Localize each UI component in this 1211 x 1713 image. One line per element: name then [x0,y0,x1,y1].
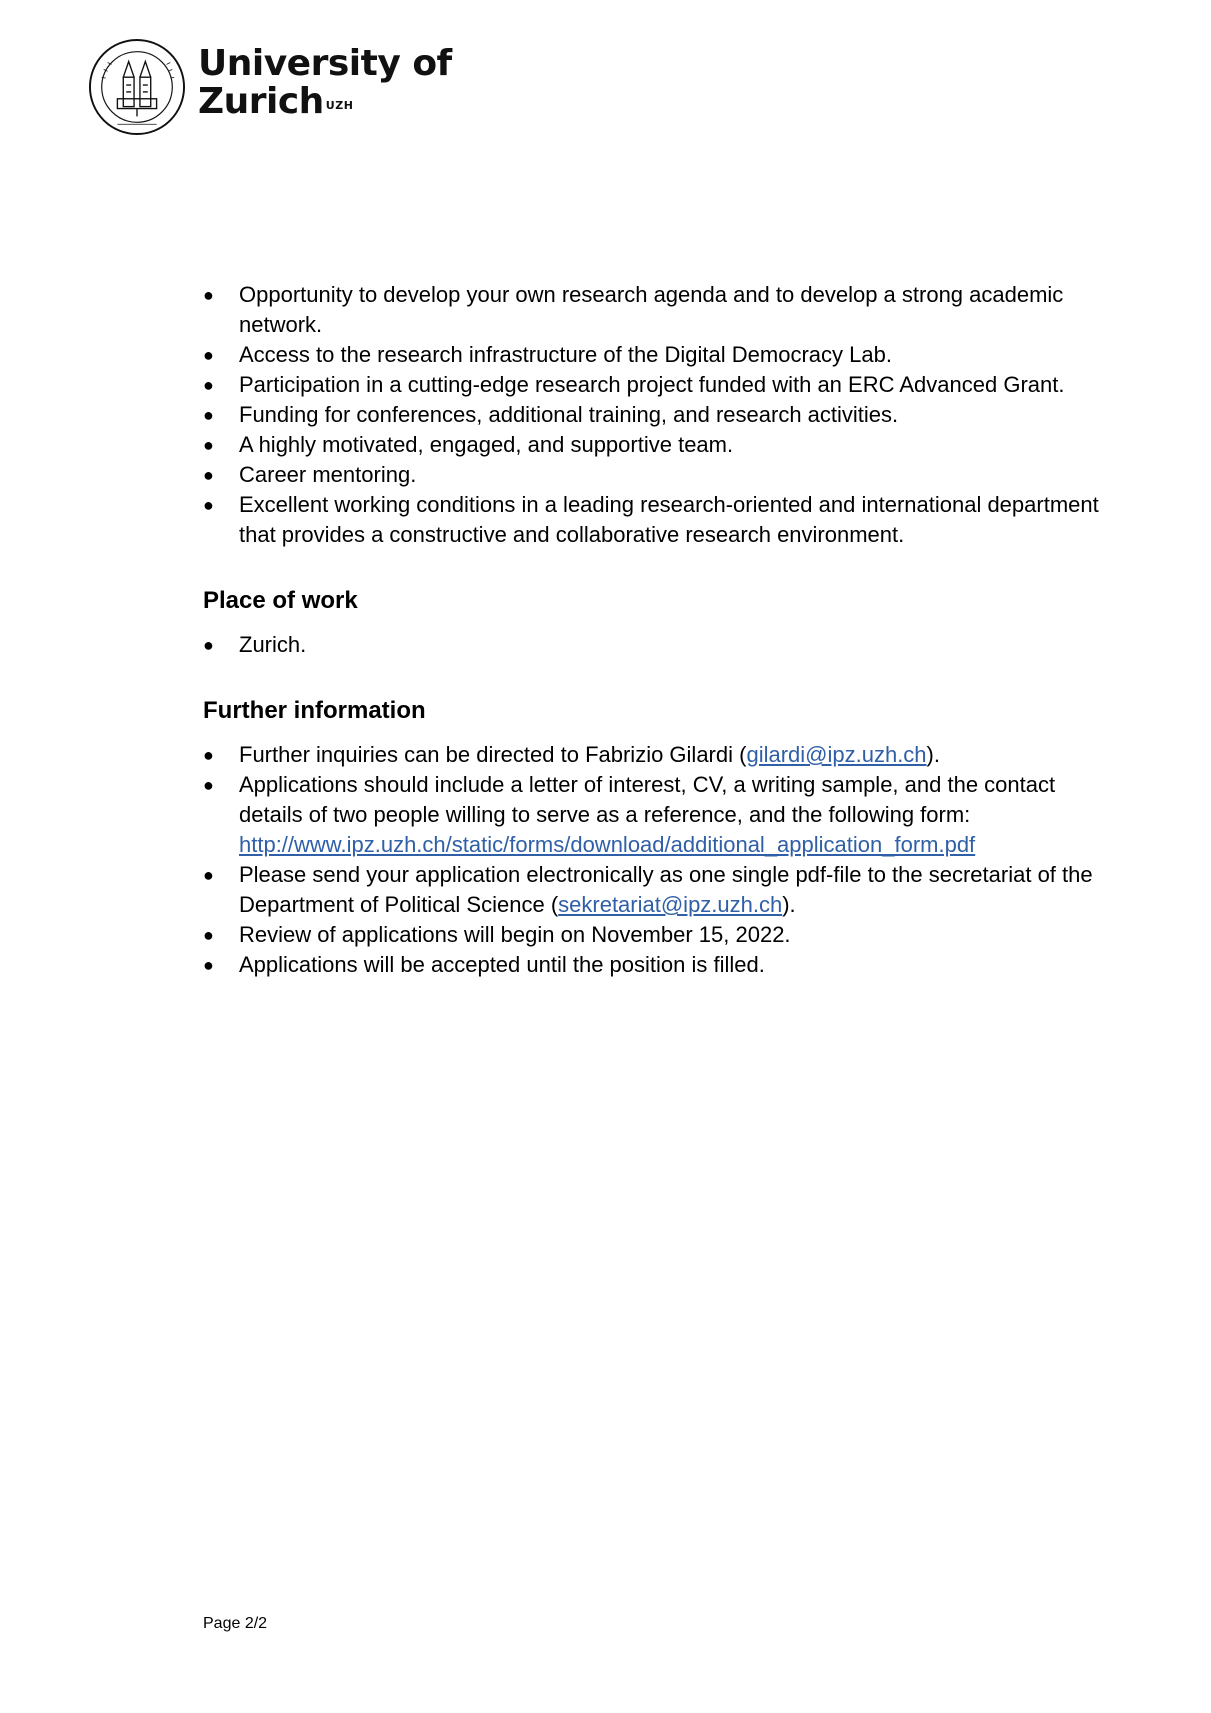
list-item-text: Access to the research infrastructure of the Digital Democracy Lab. [239,342,892,367]
bullet-icon: ● [203,285,214,305]
bullet-icon: ● [203,495,214,515]
secretariat-email-link[interactable]: sekretariat@ipz.uzh.ch [558,892,783,917]
send-suffix: ). [782,892,796,917]
list-item-text: Participation in a cutting-edge research project funded with an ERC Advanced Grant. [239,372,1065,397]
benefits-list [203,280,1123,550]
list-item [203,860,1123,920]
bullet-icon: ● [203,375,214,395]
list-item [203,460,1123,490]
list-item [203,370,1123,400]
list-item-text: Career mentoring. [239,462,417,487]
bullet-icon: ● [203,435,214,455]
bullet-icon: ● [203,925,214,945]
bullet-icon: ● [203,465,214,485]
send-text: Please send your application electronically as one single pdf-file to the secretariat of the Department of Political Science ( [239,862,1093,917]
bullet-icon: ● [203,955,214,975]
page-number: Page 2/2 [203,1615,268,1632]
place-of-work-list [203,630,1123,660]
bullet-icon: ● [203,405,214,425]
document-body [203,280,1123,980]
list-item-text: Funding for conferences, additional training, and research activities. [239,402,899,427]
list-item [203,280,1123,340]
list-item [203,340,1123,370]
further-information-list [203,740,1123,980]
list-item [203,400,1123,430]
bullet-icon: ● [203,745,214,765]
list-item [203,630,1123,660]
logo-line2 [198,83,452,121]
bullet-icon: ● [203,865,214,885]
list-item-text: A highly motivated, engaged, and supportive team. [239,432,734,457]
list-item-text: Opportunity to develop your own research agenda and to develop a strong academic network. [239,282,1064,337]
bullet-icon: ● [203,345,214,365]
application-form-link[interactable]: http://www.ipz.uzh.ch/static/forms/download/additional_application_form.pdf [239,832,976,857]
place-of-work-heading: Place of work [203,587,358,614]
further-information-heading: Further information [203,697,426,724]
review-text: Review of applications will begin on November 15, 2022. [239,922,791,947]
university-logo [88,38,452,136]
accepted-text: Applications will be accepted until the position is filled. [239,952,765,977]
list-item [203,430,1123,460]
list-item [203,740,1123,770]
logo-line2-text: Zurich [198,81,324,122]
list-item [203,920,1123,950]
logo-line1: University of [198,43,452,84]
applications-text: Applications should include a letter of interest, CV, a writing sample, and the contact details of two people willing to serve as a reference, and the following form: [239,772,1056,827]
university-seal-icon [88,38,186,136]
list-item-text: Excellent working conditions in a leading research-oriented and international department that provides a constructive and collaborative research environment. [239,492,1099,547]
inquiries-text: Further inquiries can be directed to Fabrizio Gilardi ( [239,742,747,767]
list-item [203,770,1123,860]
list-item-text: Zurich. [239,632,307,657]
logo-sup: UZH [325,99,354,112]
bullet-icon: ● [203,775,214,795]
list-item [203,490,1123,550]
inquiries-email-link[interactable]: gilardi@ipz.uzh.ch [746,742,927,767]
list-item [203,950,1123,980]
bullet-icon: ● [203,635,214,655]
inquiries-suffix: ). [926,742,940,767]
university-wordmark [198,43,452,122]
